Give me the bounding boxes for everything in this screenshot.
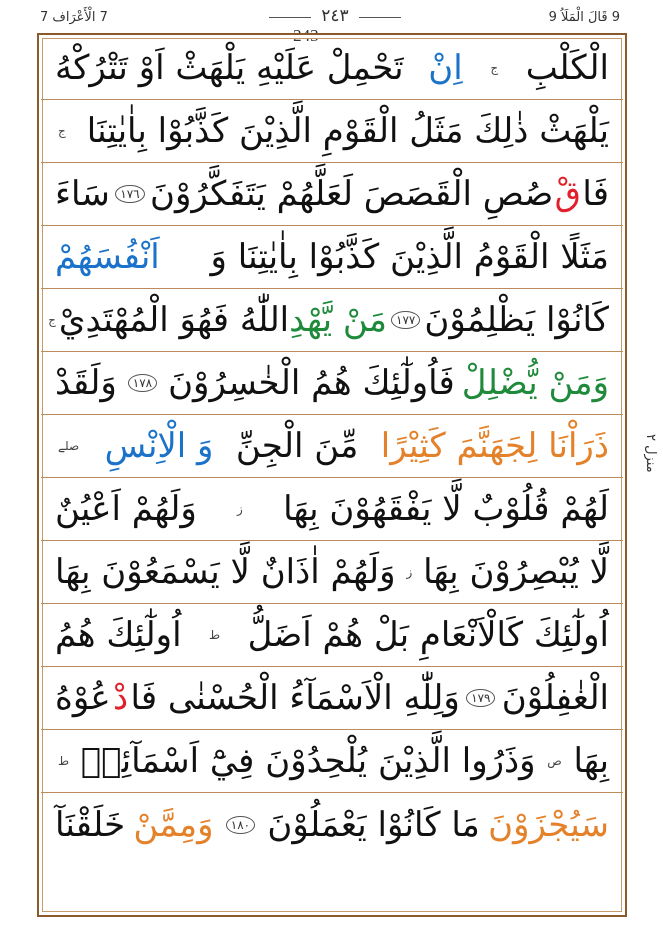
verse-text: تَحْمِلْ عَلَيْهِ يَلْهَثْ اَوْ تَتْرُكْهُ — [55, 48, 404, 88]
waqf-mark: ص — [547, 754, 562, 768]
text-line — [41, 478, 623, 541]
verse-text: وَلِلّٰهِ الْاَسْمَآءُ الْحُسْنٰى فَا — [130, 678, 460, 718]
waqf-mark: صلے — [58, 439, 80, 453]
ayah-number: ١٧٨ — [128, 374, 157, 392]
quran-text-body — [41, 37, 623, 909]
verse-text: وَلَهُمْ اٰذَانٌ لَّا يَسْمَعُوْنَ بِهَا — [55, 552, 396, 592]
verse-text: سَيُجْزَوْنَ — [488, 804, 609, 845]
verse-text: مَنْ يَّهْدِ — [289, 300, 388, 340]
text-line — [41, 163, 623, 226]
waqf-mark: ج — [48, 313, 56, 327]
text-line — [41, 541, 623, 604]
verse-text: يَلْهَثْ ذٰلِكَ مَثَلُ الْقَوْمِ الَّذِيْنَ كَذَّبُوْا بِاٰيٰتِنَا — [86, 111, 609, 151]
verse-text: بِهَا — [573, 741, 609, 781]
verse-text: وَلَقَدْ — [55, 363, 117, 403]
verse-text: وَذَرُوا الَّذِيْنَ يُلْحِدُوْنَ فِيْٓ اَسْمَآئِهٖ — [80, 741, 536, 781]
verse-text: ذَرَاْنَا لِجَهَنَّمَ كَثِيْرًا — [380, 426, 609, 466]
verse-text: عُوْهُ — [55, 678, 111, 718]
text-line — [41, 100, 623, 163]
page-number-arabic: ٢٤٣ — [321, 6, 349, 25]
verse-text: كَانُوْا يَظْلِمُوْنَ — [424, 300, 609, 340]
verse-text: لَهُمْ قُلُوْبٌ لَّا يَفْقَهُوْنَ بِهَا — [283, 489, 609, 529]
ayah-number: ١٧٧ — [391, 311, 420, 329]
page-number: 243 — [293, 26, 319, 45]
verse-text: فَاُولٰٓئِكَ هُمُ الْخٰسِرُوْنَ — [168, 363, 455, 403]
text-line — [41, 352, 623, 415]
verse-text: سَاءَ — [55, 174, 110, 214]
manzil-note: منزل ٢ — [643, 433, 658, 473]
verse-text: خَلَقْنَآ — [55, 804, 126, 845]
text-line — [41, 415, 623, 478]
verse-text: الْغٰفِلُوْنَ — [501, 678, 609, 718]
waqf-mark: ط — [58, 754, 70, 768]
verse-text: اللّٰهُ فَهُوَ الْمُهْتَدِيْ — [58, 300, 290, 340]
header-rule-mid — [359, 17, 401, 18]
ayah-number: ١٧٦ — [115, 185, 144, 203]
verse-text: اُولٰٓئِكَ كَالْاَنْعَامِ بَلْ هُمْ اَضَلُّ — [247, 615, 609, 655]
verse-text: لَّا يُبْصِرُوْنَ بِهَا — [423, 552, 609, 592]
waqf-mark: ج — [490, 61, 499, 75]
text-line — [41, 667, 623, 730]
text-line — [41, 226, 623, 289]
ayah-number: ١٨٠ — [226, 816, 255, 834]
verse-text: اِنْ — [428, 48, 463, 88]
verse-text: مَثَلًا الْقَوْمُ الَّذِيْنَ كَذَّبُوْا بِاٰيٰتِنَا وَ — [210, 237, 609, 277]
page-header — [40, 6, 620, 45]
juz-name: 9 قَالَ الْمَلَاُ 9 — [548, 10, 620, 25]
text-line — [41, 289, 623, 352]
verse-text: فَا — [582, 174, 609, 214]
verse-text: وَلَهُمْ اَعْيُنٌ — [55, 489, 197, 529]
verse-text: صُصِ الْقَصَصَ لَعَلَّهُمْ يَتَفَكَّرُوْنَ — [149, 174, 554, 214]
verse-text: اُولٰٓئِكَ هُمُ — [55, 615, 182, 655]
verse-text: دْ — [113, 678, 129, 718]
verse-text: الْكَلْبِ — [525, 48, 609, 88]
verse-text: مِّنَ الْجِنِّ — [235, 426, 359, 466]
surah-name: 7 الْأَعْرَاف 7 — [40, 10, 108, 25]
text-line — [41, 730, 623, 793]
verse-text: اَنْفُسَهُمْ — [55, 237, 160, 277]
text-line — [41, 604, 623, 667]
verse-text: وَمَنْ يُّضْلِلْ — [461, 363, 609, 403]
waqf-mark: ط — [209, 628, 221, 642]
verse-text: قْ — [554, 174, 581, 214]
ayah-number: ١٧٩ — [466, 689, 495, 707]
waqf-mark: ز — [406, 565, 413, 579]
text-line — [41, 793, 623, 856]
waqf-mark: ج — [58, 124, 66, 138]
verse-text: وَمِمَّنْ — [133, 804, 214, 845]
header-rule-left — [269, 17, 311, 18]
waqf-mark: ز — [237, 502, 243, 516]
text-line — [41, 37, 623, 100]
verse-text: مَا كَانُوْا يَعْمَلُوْنَ — [267, 804, 480, 845]
verse-text: وَ الْاِنْسِ — [104, 426, 214, 466]
